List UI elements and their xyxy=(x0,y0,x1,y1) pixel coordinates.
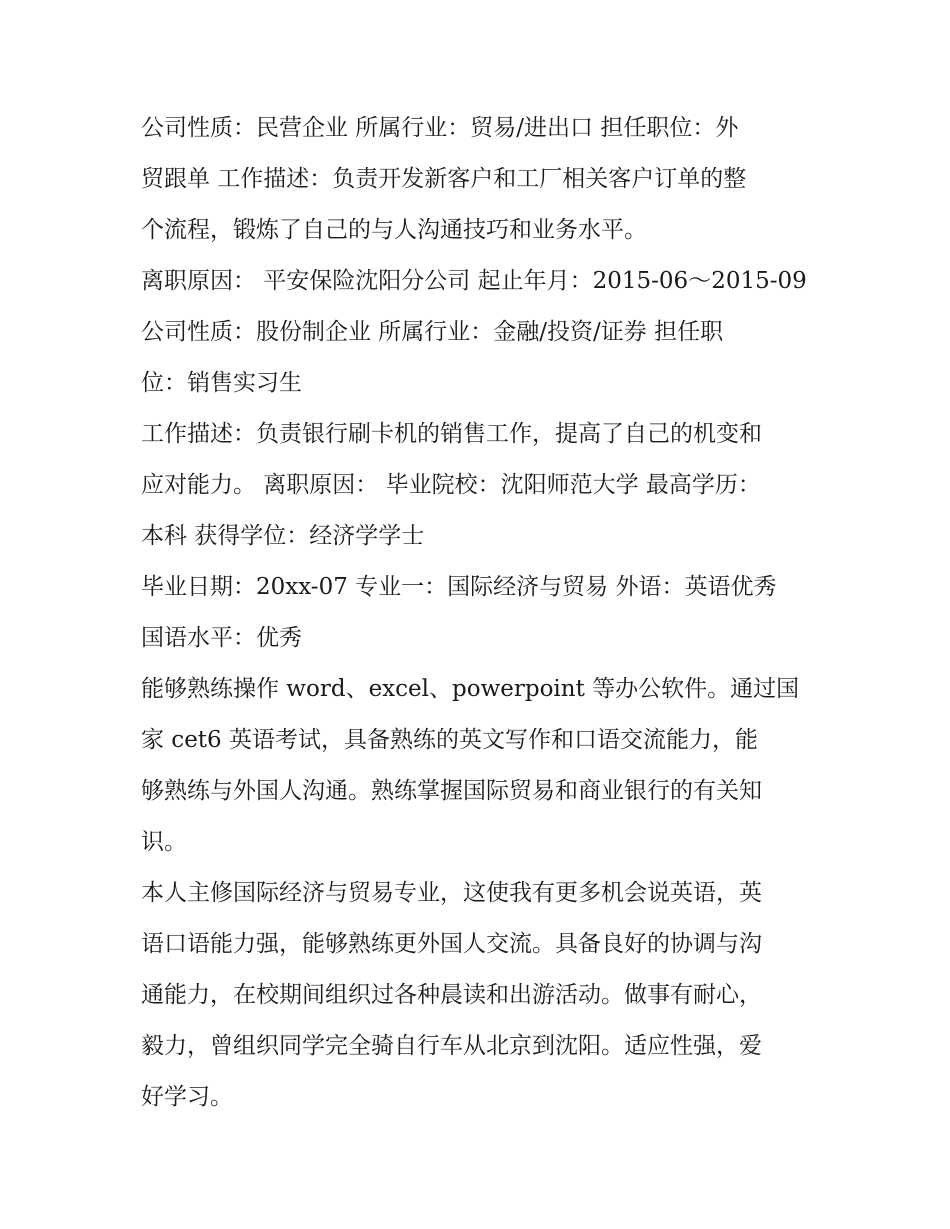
text-line: 工作描述：负责银行刷卡机的销售工作，提高了自己的机变和 xyxy=(141,421,762,447)
document-body xyxy=(141,103,821,1123)
text-line: 位：销售实习生 xyxy=(141,370,302,396)
text-line: 本科 获得学位：经济学学士 xyxy=(141,523,425,549)
text-line: 毅力，曾组织同学完全骑自行车从北京到沈阳。适应性强，爱 xyxy=(141,1033,762,1059)
text-line: 识。 xyxy=(141,829,187,855)
text-line: 离职原因： 平安保险沈阳分公司 起止年月：2015-06～2015-09 xyxy=(141,268,807,294)
text-line: 够熟练与外国人沟通。熟练掌握国际贸易和商业银行的有关知 xyxy=(141,778,762,804)
text-line: 毕业日期：20xx-07 专业一：国际经济与贸易 外语：英语优秀 xyxy=(141,574,777,600)
text-line: 本人主修国际经济与贸易专业，这使我有更多机会说英语，英 xyxy=(141,880,762,906)
text-line: 应对能力。 离职原因： 毕业院校：沈阳师范大学 最高学历： xyxy=(141,472,761,498)
text-line: 公司性质：民营企业 所属行业：贸易/进出口 担任职位：外 xyxy=(141,115,739,141)
text-line: 国语水平：优秀 xyxy=(141,625,302,651)
text-line: 语口语能力强，能够熟练更外国人交流。具备良好的协调与沟 xyxy=(141,931,762,957)
text-line: 公司性质：股份制企业 所属行业：金融/投资/证券 担任职 xyxy=(141,319,724,345)
text-line: 贸跟单 工作描述：负责开发新客户和工厂相关客户订单的整 xyxy=(141,166,747,192)
text-line: 能够熟练操作 word、excel、powerpoint 等办公软件。通过国 xyxy=(141,676,800,702)
text-line: 好学习。 xyxy=(141,1084,233,1110)
text-line: 个流程，锻炼了自己的与人沟通技巧和业务水平。 xyxy=(141,217,647,243)
text-line: 家 cet6 英语考试，具备熟练的英文写作和口语交流能力，能 xyxy=(141,727,758,753)
text-line: 通能力，在校期间组织过各种晨读和出游活动。做事有耐心， xyxy=(141,982,762,1008)
